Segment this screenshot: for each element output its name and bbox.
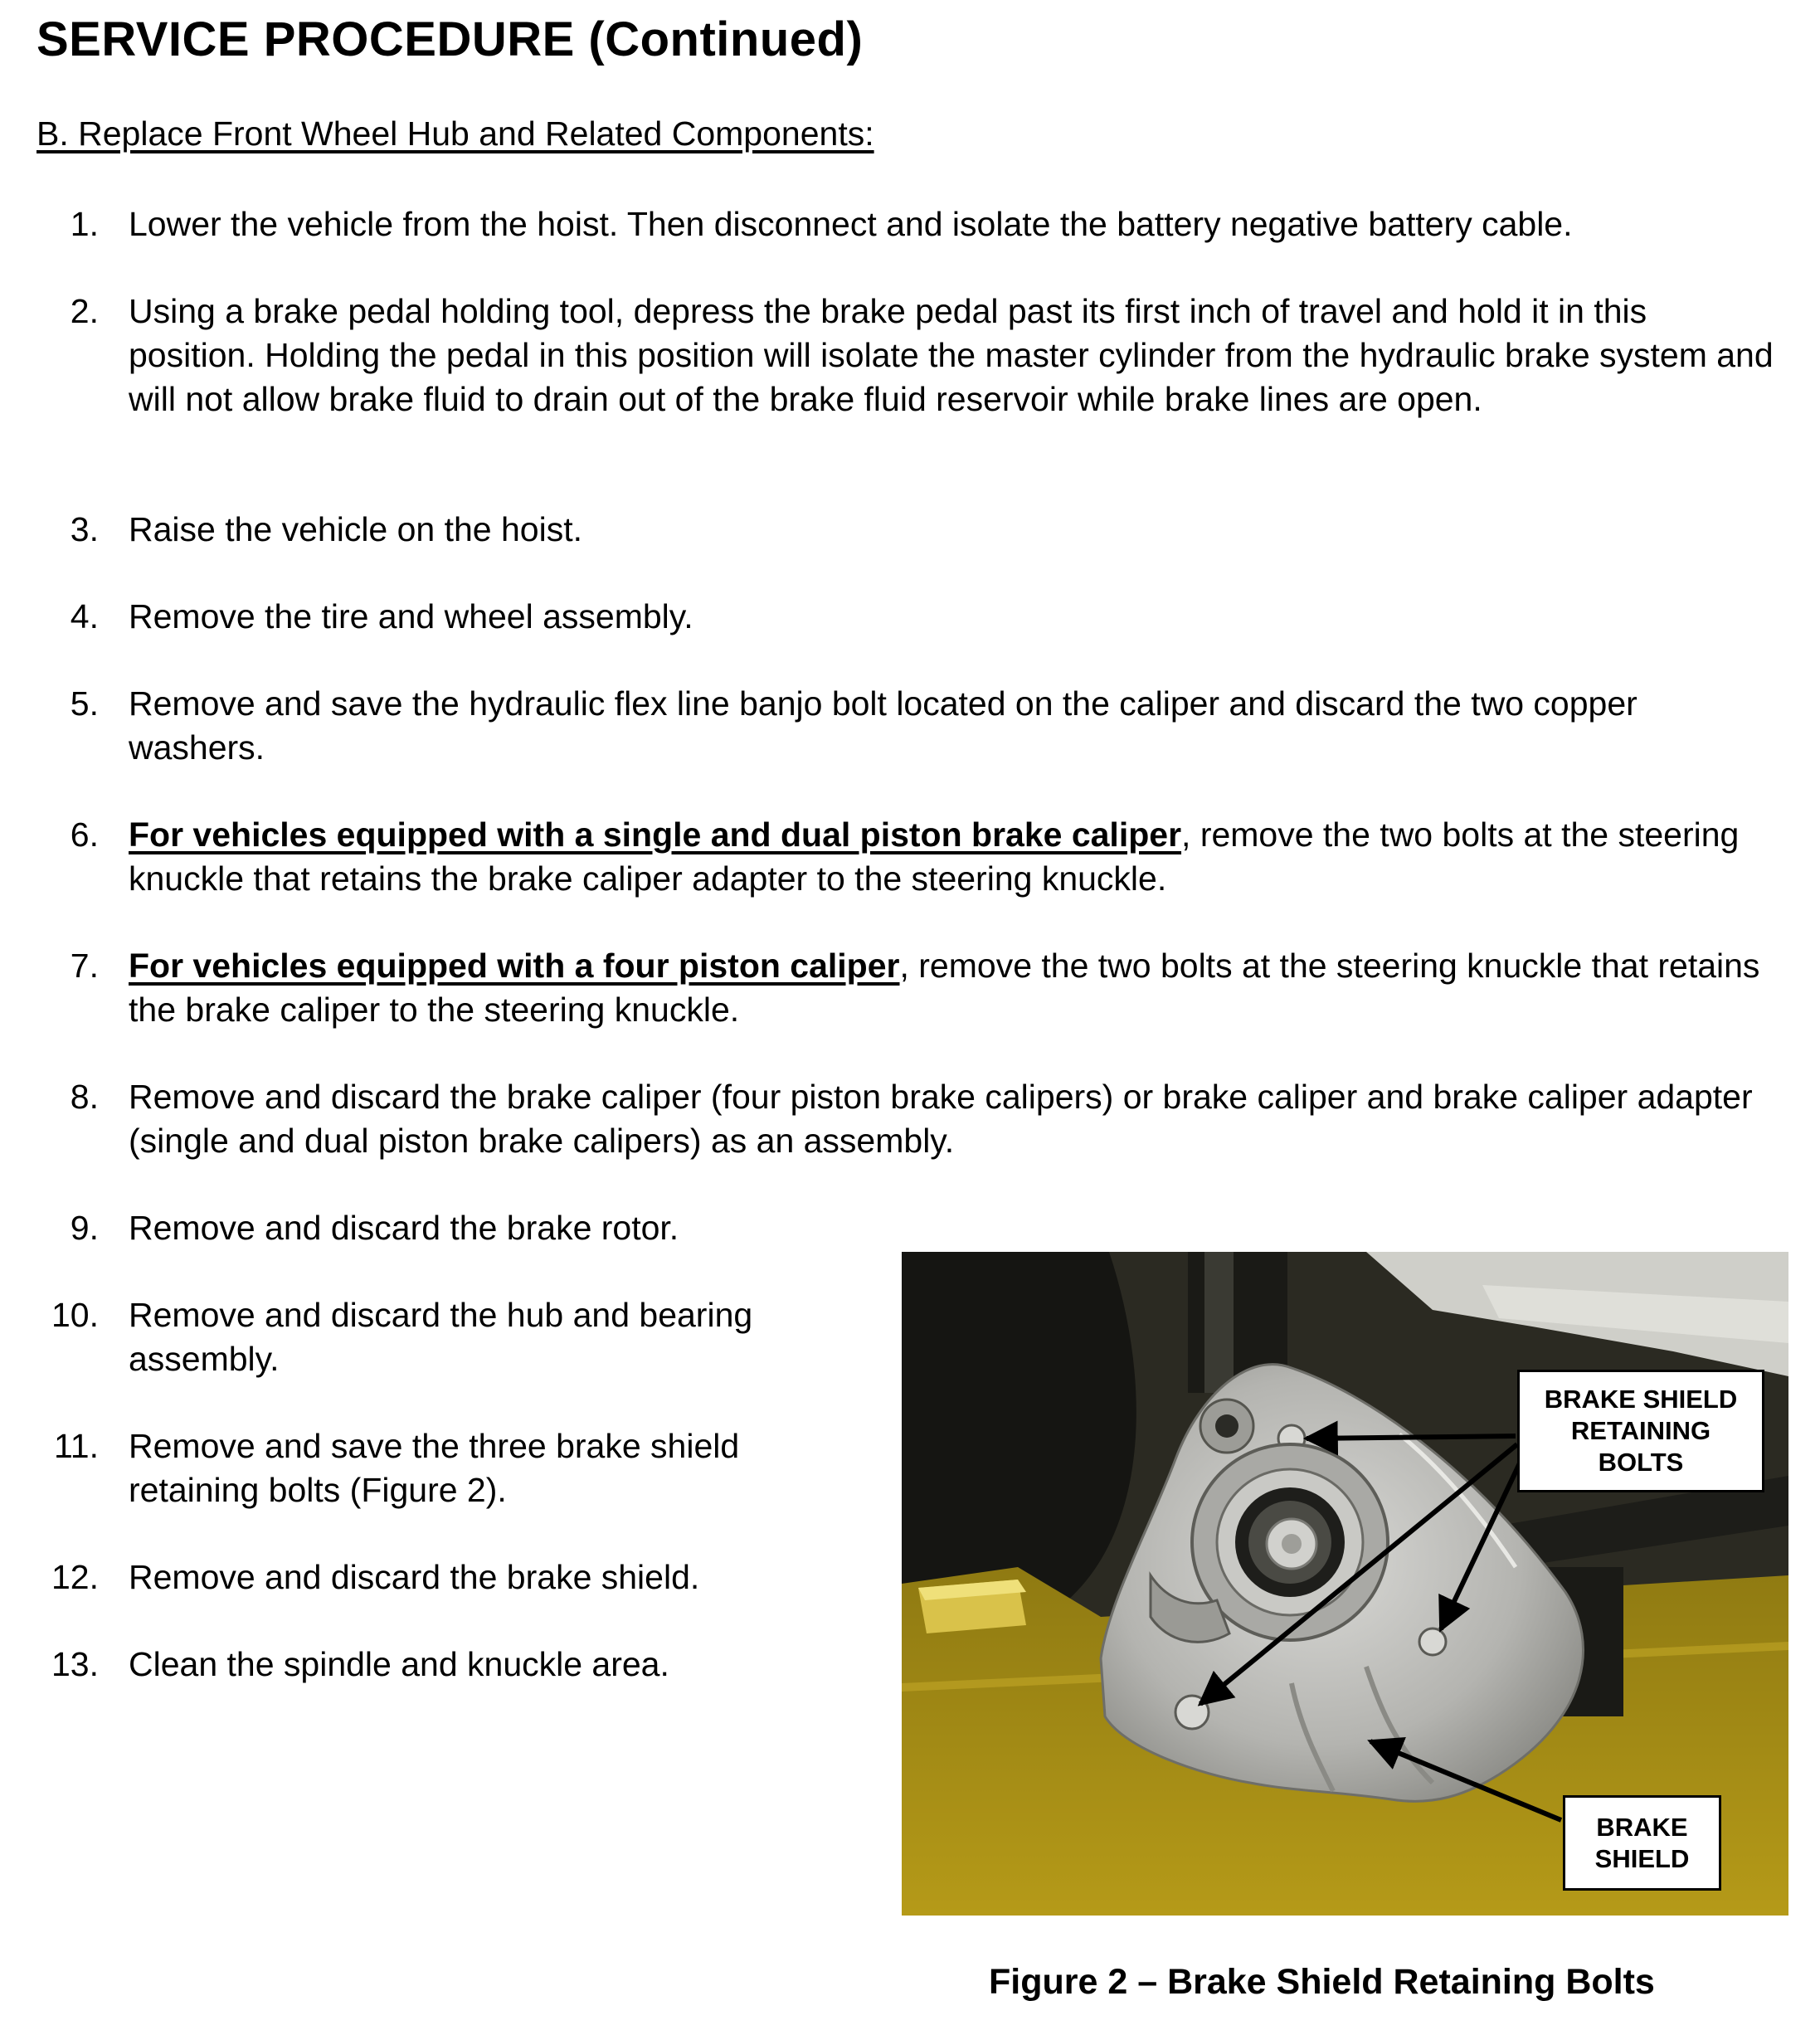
callout-line: BRAKE SHIELD bbox=[1544, 1385, 1738, 1414]
step-emphasis: For vehicles equipped with a single and dual piston brake caliper bbox=[129, 815, 1182, 854]
step-text: Clean the spindle and knuckle area. bbox=[129, 1645, 669, 1683]
list-item bbox=[70, 595, 1779, 639]
callout-line: BRAKE bbox=[1596, 1812, 1688, 1842]
step-number: 5. bbox=[70, 684, 99, 723]
step-number: 8. bbox=[70, 1078, 99, 1116]
list-item bbox=[70, 290, 1779, 421]
list-item bbox=[51, 1293, 859, 1381]
step-text: Remove and discard the brake caliper (four piston brake calipers) or brake caliper and brake caliper adapter (single and dual piston brake calipers) as an assembly. bbox=[129, 1078, 1753, 1160]
step-number: 6. bbox=[70, 815, 99, 854]
callout-line: BOLTS bbox=[1598, 1448, 1684, 1477]
step-number: 12. bbox=[51, 1558, 99, 1596]
list-item bbox=[51, 1643, 859, 1687]
step-number: 4. bbox=[70, 597, 99, 635]
step-number: 10. bbox=[51, 1296, 99, 1334]
retaining-bolt bbox=[1419, 1628, 1446, 1655]
step-emphasis: For vehicles equipped with a four piston caliper bbox=[129, 947, 900, 985]
step-text: Using a brake pedal holding tool, depress the brake pedal past its first inch of travel and hold it in this position. Holding the pedal in this position will isolate the master cylinder from the hydraulic brake system and will not allow brake fluid to drain out of the brake fluid reservoir while brake lines are open. bbox=[129, 292, 1774, 418]
step-text: Remove the tire and wheel assembly. bbox=[129, 597, 693, 635]
list-item bbox=[70, 202, 1779, 246]
step-text: Remove and discard the brake shield. bbox=[129, 1558, 700, 1596]
step-number: 1. bbox=[70, 205, 99, 243]
figure-photo bbox=[902, 1252, 1788, 1916]
list-item bbox=[54, 1424, 859, 1512]
step-number: 3. bbox=[70, 510, 99, 548]
step-text: Lower the vehicle from the hoist. Then disconnect and isolate the battery negative battery cable. bbox=[129, 205, 1573, 243]
step-number: 2. bbox=[70, 292, 99, 330]
step-number: 11. bbox=[54, 1427, 99, 1465]
step-text: Raise the vehicle on the hoist. bbox=[129, 510, 582, 548]
list-item bbox=[70, 1206, 1779, 1250]
step-number: 7. bbox=[70, 947, 99, 985]
callout-line: SHIELD bbox=[1594, 1843, 1690, 1873]
page-title: SERVICE PROCEDURE (Continued) bbox=[36, 12, 864, 66]
callout-brake-shield bbox=[1563, 1795, 1721, 1891]
section-heading: B. Replace Front Wheel Hub and Related Components: bbox=[36, 114, 874, 153]
callout-retaining-bolts bbox=[1517, 1370, 1764, 1492]
step-text: , remove the two bolts at the steering knuckle that retains the brake caliper to the steering knuckle. bbox=[129, 947, 1760, 1029]
step-text: Remove and discard the brake rotor. bbox=[129, 1209, 679, 1247]
list-item bbox=[70, 1075, 1796, 1163]
callout-line: RETAINING bbox=[1570, 1416, 1711, 1445]
step-text: Remove and save the three brake shield retaining bolts (Figure 2). bbox=[129, 1427, 740, 1509]
step-number: 9. bbox=[70, 1209, 99, 1247]
step-text: Remove and save the hydraulic flex line banjo bolt located on the caliper and discard the two copper washers. bbox=[129, 684, 1638, 767]
step-text: , remove the two bolts at the steering knuckle that retains the brake caliper adapter to the steering knuckle. bbox=[129, 815, 1740, 898]
step-number: 13. bbox=[51, 1645, 99, 1683]
list-item bbox=[70, 508, 1779, 552]
figure-caption: Figure 2 – Brake Shield Retaining Bolts bbox=[989, 1962, 1655, 2002]
list-item bbox=[70, 813, 1779, 901]
list-item bbox=[51, 1555, 859, 1599]
list-item bbox=[70, 944, 1779, 1032]
list-item bbox=[70, 682, 1779, 770]
step-text: Remove and discard the hub and bearing assembly. bbox=[129, 1296, 753, 1378]
